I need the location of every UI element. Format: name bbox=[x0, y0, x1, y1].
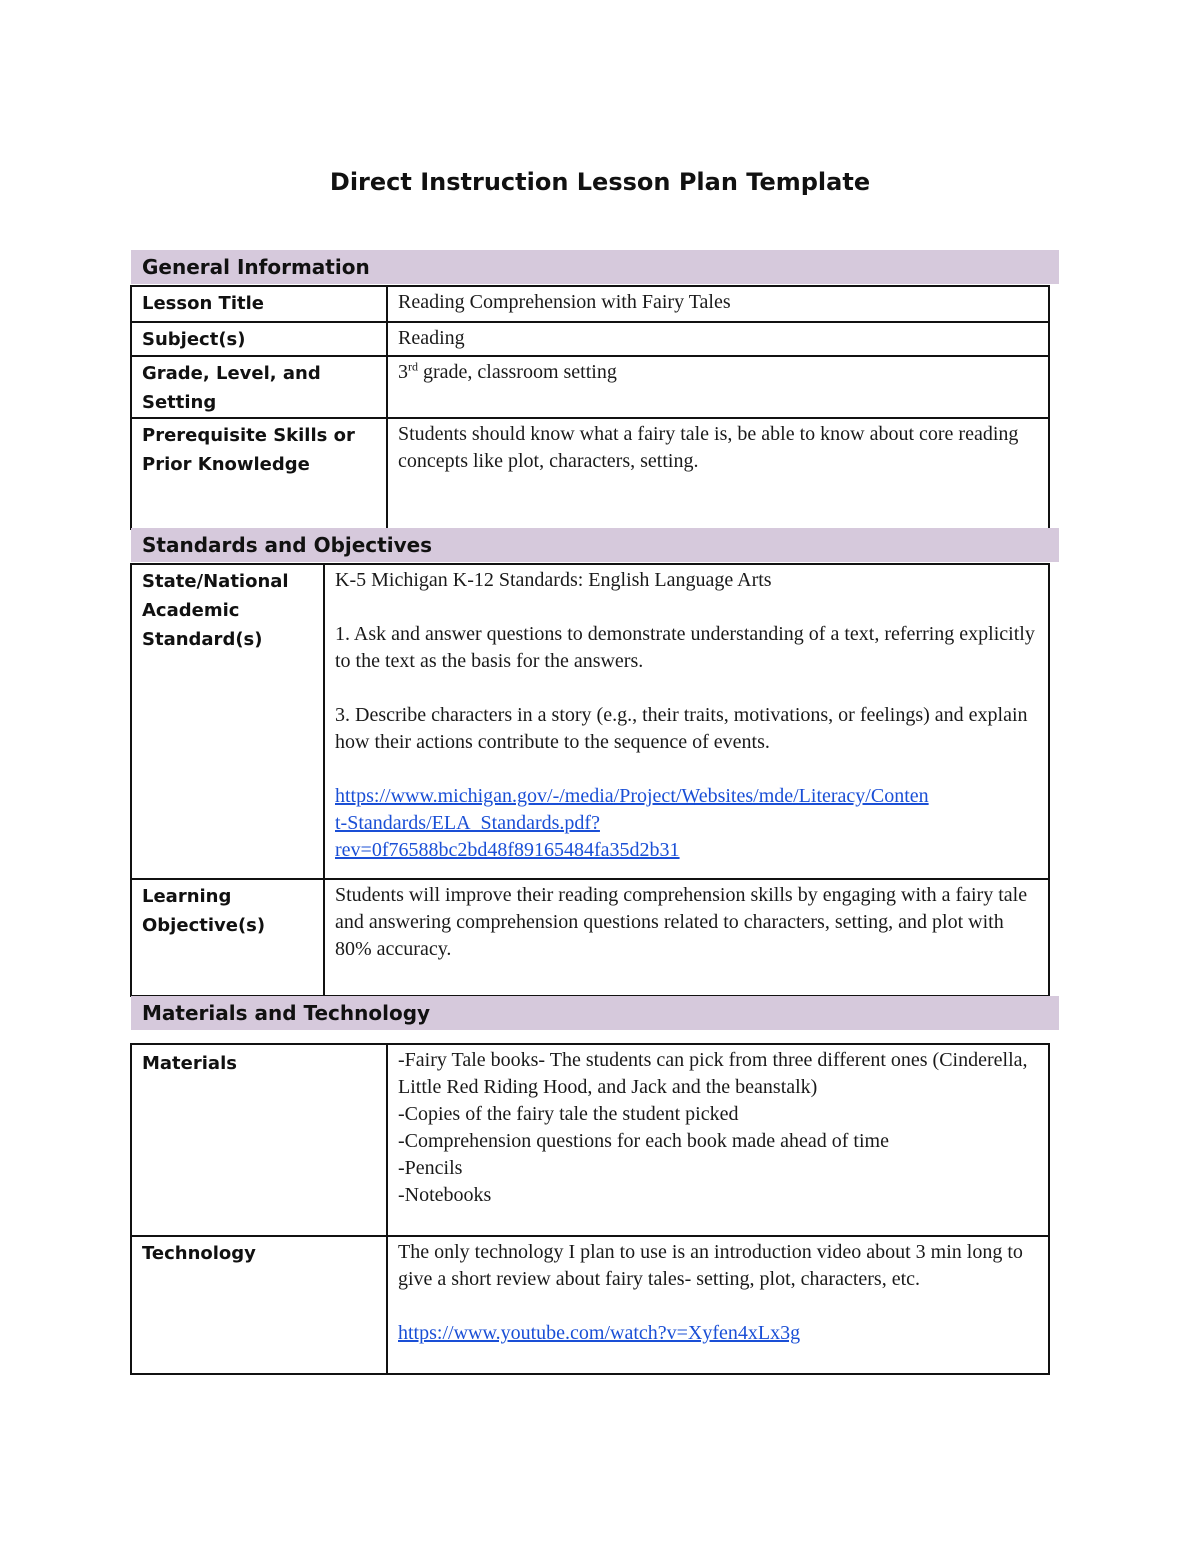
table-row bbox=[131, 418, 1049, 529]
table-row bbox=[131, 322, 1049, 356]
standards-link-part-3: rev=0f76588bc2bd48f89165484fa35d2b31 bbox=[335, 839, 680, 861]
standards-link[interactable] bbox=[335, 783, 1040, 864]
standards-link-part-1: https://www.michigan.gov/-/media/Project/Websites/mde/Literacy/Conten bbox=[335, 785, 929, 807]
standards-table bbox=[130, 563, 1050, 997]
grade-suffix: rd bbox=[408, 359, 418, 374]
technology-description: The only technology I plan to use is an introduction video about 3 min long to give a short review about fairy tales- setting, plot, characters, etc. bbox=[398, 1241, 1023, 1290]
table-row bbox=[131, 564, 1049, 879]
standards-link-part-2: t-Standards/ELA_Standards.pdf? bbox=[335, 812, 600, 834]
table-row bbox=[131, 1236, 1049, 1374]
objective-label: Learning Objective(s) bbox=[131, 879, 324, 996]
objective-value: Students will improve their reading comprehension skills by engaging with a fairy tale and answering comprehension questions related to characters, setting, and plot with 80% accuracy. bbox=[324, 879, 1049, 996]
standard-item-3: 3. Describe characters in a story (e.g., their traits, motivations, or feelings) and explain how their actions contribute to the sequence of events. bbox=[335, 704, 1028, 753]
standard-value bbox=[324, 564, 1049, 879]
prereq-label: Prerequisite Skills or Prior Knowledge bbox=[131, 418, 387, 529]
grade-label: Grade, Level, and Setting bbox=[131, 356, 387, 418]
lesson-title-label: Lesson Title bbox=[131, 286, 387, 322]
materials-item: -Comprehension questions for each book made ahead of time bbox=[398, 1130, 889, 1152]
table-row bbox=[131, 356, 1049, 418]
technology-label: Technology bbox=[131, 1236, 387, 1374]
technology-value bbox=[387, 1236, 1049, 1374]
grade-value bbox=[387, 356, 1049, 418]
table-row bbox=[131, 286, 1049, 322]
standard-intro: K-5 Michigan K-12 Standards: English Language Arts bbox=[335, 569, 772, 591]
standard-item-1: 1. Ask and answer questions to demonstrate understanding of a text, referring explicitly to the text as the basis for the answers. bbox=[335, 623, 1035, 672]
materials-item: -Copies of the fairy tale the student picked bbox=[398, 1103, 739, 1125]
section-heading-standards: Standards and Objectives bbox=[131, 528, 1059, 562]
materials-item: -Fairy Tale books- The students can pick from three different ones (Cinderella, Little Red Riding Hood, and Jack and the beanstalk) bbox=[398, 1049, 1028, 1098]
section-heading-general: General Information bbox=[131, 250, 1059, 284]
technology-video-link[interactable]: https://www.youtube.com/watch?v=Xyfen4xLx3g bbox=[398, 1322, 801, 1344]
subject-label: Subject(s) bbox=[131, 322, 387, 356]
materials-item: -Notebooks bbox=[398, 1184, 492, 1206]
subject-value: Reading bbox=[387, 322, 1049, 356]
general-info-table bbox=[130, 285, 1050, 530]
table-row bbox=[131, 1044, 1049, 1236]
lesson-title-value: Reading Comprehension with Fairy Tales bbox=[387, 286, 1049, 322]
materials-label: Materials bbox=[131, 1044, 387, 1236]
materials-table bbox=[130, 1043, 1050, 1375]
table-row bbox=[131, 879, 1049, 996]
grade-number: 3 bbox=[398, 361, 408, 383]
section-heading-materials: Materials and Technology bbox=[131, 996, 1059, 1030]
prereq-value: Students should know what a fairy tale is, be able to know about core reading concepts like plot, characters, setting. bbox=[387, 418, 1049, 529]
materials-item: -Pencils bbox=[398, 1157, 463, 1179]
materials-value bbox=[387, 1044, 1049, 1236]
page-title: Direct Instruction Lesson Plan Template bbox=[329, 168, 871, 196]
grade-text: grade, classroom setting bbox=[418, 361, 617, 383]
standard-label: State/National Academic Standard(s) bbox=[131, 564, 324, 879]
